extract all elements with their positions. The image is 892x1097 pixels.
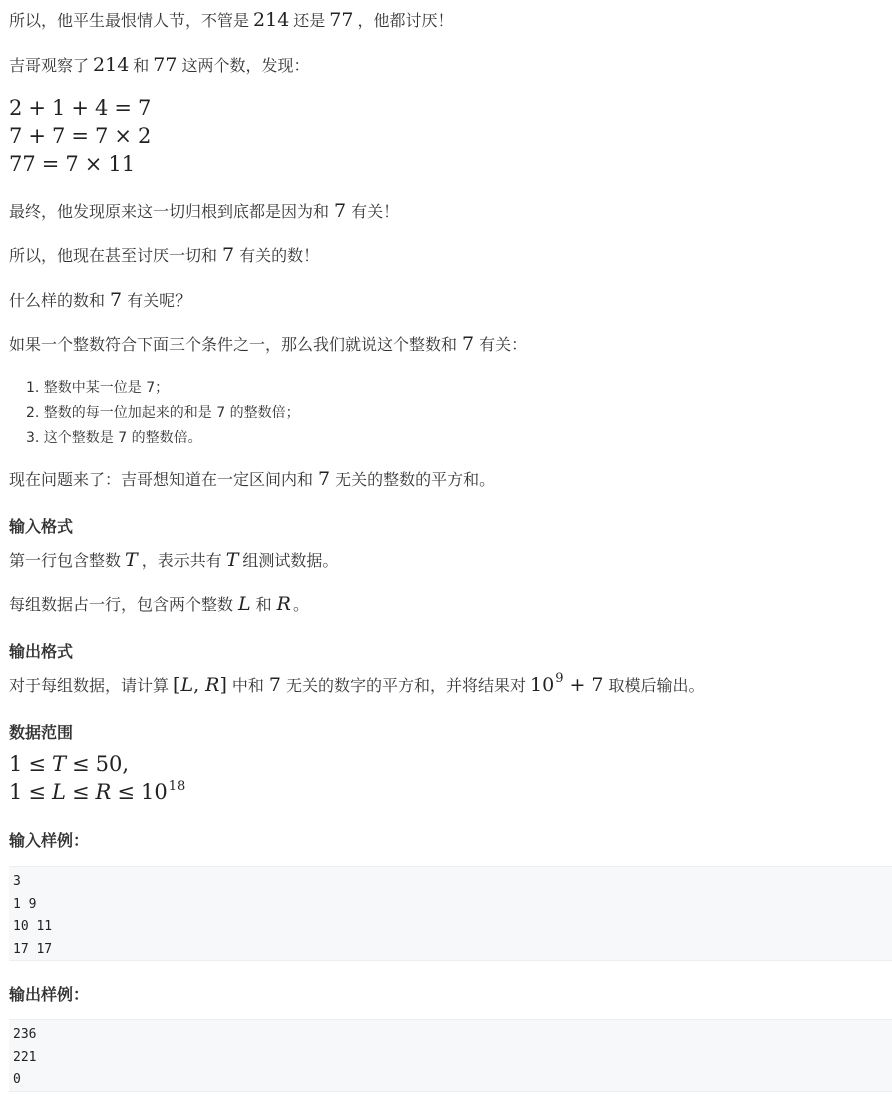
sample-output-heading: 输出样例：	[9, 985, 90, 1004]
intro-line-1	[9, 8, 454, 31]
intro-line-2	[9, 53, 310, 76]
intro-line-2-text-b: 和	[133, 56, 150, 75]
interval-var-l: L	[180, 674, 194, 696]
input-format-l2-text-a: 每组数据占一行，包含两个整数	[9, 595, 234, 614]
eq2-op: ×	[114, 124, 132, 148]
data-range-heading: 数据范围	[9, 723, 74, 742]
input-format-var-t: T	[225, 549, 239, 571]
range-var-t: T	[51, 752, 66, 776]
input-format-var-l: L	[238, 593, 251, 615]
range-op: ≤	[72, 752, 90, 776]
paragraph-final-text-b: 有关！	[351, 202, 400, 221]
intro-line-1-text-b: 还是	[293, 11, 326, 30]
eq3-op: ×	[84, 152, 103, 176]
input-format-l2-text-b: 和	[255, 595, 272, 614]
range-power-base: 10	[140, 780, 168, 804]
paragraph-hate-text-b: 有关的数！	[239, 246, 320, 265]
output-format-heading: 输出格式	[9, 642, 74, 661]
range-term: 1	[9, 780, 23, 804]
intro-line-1-text-a: 所以，他平生最恨情人节，不管是	[9, 11, 250, 30]
input-format-l1-text-c: 组测试数据。	[242, 551, 339, 570]
eq3-term: 11	[108, 152, 136, 176]
range-term: 50	[95, 752, 123, 776]
modulus-base: 10	[530, 674, 555, 696]
problem-text-a: 现在问题来了：吉哥想知道在一定区间内和	[9, 470, 314, 489]
eq2-term: 2	[137, 124, 152, 148]
interval-open: [	[173, 674, 181, 696]
eq1-term: 7	[137, 96, 152, 120]
code-line: 10 11	[13, 919, 53, 934]
paragraph-hate-text-a: 所以，他现在甚至讨厌一切和	[9, 246, 218, 265]
condition-item-3: 3. 这个整数是 7 的整数倍。	[26, 430, 202, 446]
modulus-exponent: 9	[555, 671, 564, 686]
interval-var-r: R	[205, 674, 220, 696]
eq3-op: =	[41, 152, 60, 176]
code-line: 17 17	[13, 941, 53, 957]
sample-input-heading: 输入样例：	[9, 831, 90, 850]
range-line-2	[9, 780, 185, 804]
eq1-term: 1	[51, 96, 66, 120]
output-format-text-a: 对于每组数据，请计算	[9, 676, 170, 695]
paragraph-final-text-a: 最终，他发现原来这一切归根到底都是因为和	[9, 202, 330, 221]
paragraph-final	[9, 199, 399, 222]
range-op: ≤	[71, 780, 90, 804]
range-var-r: R	[95, 780, 112, 804]
equation-2	[9, 124, 151, 148]
input-format-heading: 输入格式	[9, 517, 74, 536]
condition-item-2: 2. 整数的每一位加起来的和是 7 的整数倍；	[26, 405, 300, 421]
paragraph-what	[9, 288, 191, 311]
intro-line-1-text-c: ，他都讨厌！	[357, 11, 454, 30]
eq2-op: =	[71, 124, 89, 148]
eq3-term: 77	[9, 152, 36, 176]
problem-text-b: 无关的整数的平方和。	[335, 470, 496, 489]
input-format-var-t: T	[125, 549, 138, 571]
input-format-line-1	[9, 548, 338, 571]
output-format-text-c: 无关的数字的平方和，并将结果对	[286, 676, 527, 695]
output-format-text-b: 中和	[231, 676, 264, 695]
range-op: ≤	[117, 780, 135, 804]
sample-output-code-block	[9, 1019, 892, 1092]
paragraph-hate-number: 7	[222, 244, 235, 266]
input-format-line-2	[9, 592, 309, 615]
output-format-number: 7	[268, 674, 281, 696]
modulus-plus: +	[569, 674, 586, 696]
intro-number-214: 214	[253, 9, 290, 31]
output-format-line	[9, 673, 705, 696]
eq1-op: =	[114, 96, 132, 120]
eq2-term: 7	[94, 124, 109, 148]
code-line: 0	[13, 1072, 21, 1087]
paragraph-what-text-b: 有关呢？	[127, 291, 192, 310]
input-format-l1-text-b: ，表示共有	[141, 551, 222, 570]
condition-item-1: 1. 整数中某一位是 7；	[26, 380, 170, 396]
code-line: 236	[13, 1027, 37, 1042]
range-comma: ,	[122, 752, 130, 776]
range-term: 1	[9, 752, 23, 776]
code-line: 1 9	[13, 896, 37, 912]
eq2-term: 7	[51, 124, 66, 148]
input-format-l1-text-a: 第一行包含整数	[9, 551, 122, 570]
code-line: 221	[13, 1049, 37, 1065]
output-format-text-d: 取模后输出。	[608, 676, 705, 695]
eq2-term: 7	[9, 124, 23, 148]
range-power-exponent: 18	[168, 779, 186, 794]
equation-3	[9, 152, 135, 176]
range-op: ≤	[28, 780, 46, 804]
paragraph-cond-text-b: 有关：	[479, 335, 528, 354]
eq1-op: +	[28, 96, 46, 120]
equation-1	[9, 96, 151, 120]
input-format-var-r: R	[276, 593, 291, 615]
intro-line-2-text-c: 这两个数，发现：	[181, 56, 310, 75]
intro-line-2-number-214: 214	[93, 54, 130, 76]
sample-input-code-block	[9, 866, 892, 961]
interval-separator: ,	[193, 674, 206, 696]
eq3-term: 7	[65, 152, 79, 176]
paragraph-final-number: 7	[334, 200, 347, 222]
paragraph-conditions-intro	[9, 332, 527, 355]
eq1-op: +	[71, 96, 89, 120]
paragraph-what-text-a: 什么样的数和	[9, 291, 106, 310]
modulus-addend: 7	[591, 674, 604, 696]
range-op: ≤	[28, 752, 46, 776]
intro-number-77: 77	[329, 9, 354, 31]
paragraph-cond-text-a: 如果一个整数符合下面三个条件之一，那么我们就说这个整数和	[9, 335, 458, 354]
eq1-term: 4	[94, 96, 109, 120]
eq1-term: 2	[9, 96, 23, 120]
paragraph-what-number: 7	[110, 289, 123, 311]
problem-statement	[9, 467, 495, 490]
paragraph-hate	[9, 243, 319, 266]
problem-number: 7	[318, 468, 331, 490]
code-line: 3	[13, 874, 21, 889]
intro-line-2-number-77: 77	[153, 54, 178, 76]
interval-close: ]	[219, 674, 227, 696]
paragraph-cond-number: 7	[462, 333, 475, 355]
range-line-1	[9, 752, 129, 776]
eq2-op: +	[28, 124, 46, 148]
intro-line-2-text-a: 吉哥观察了	[9, 56, 90, 75]
input-format-l2-text-c: 。	[292, 595, 309, 614]
range-var-l: L	[51, 780, 66, 804]
